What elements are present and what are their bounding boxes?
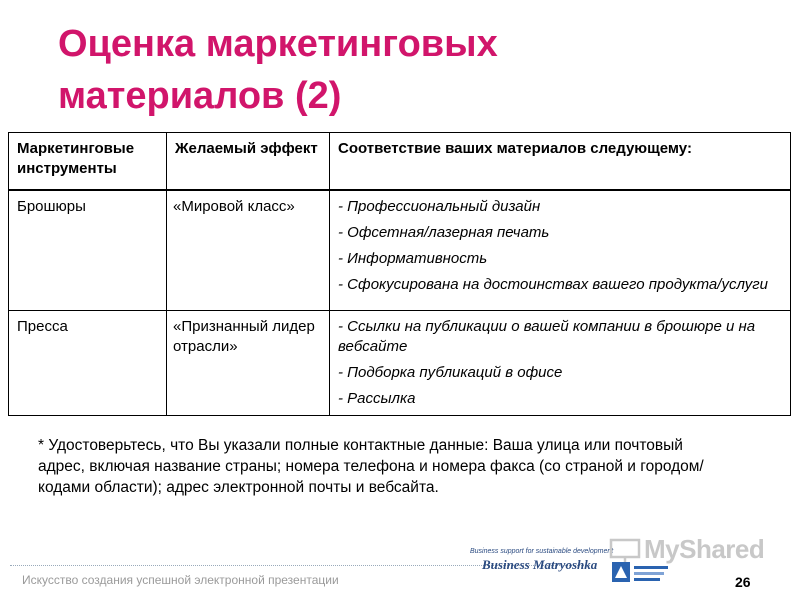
table-row	[9, 190, 791, 310]
list-item: - Ссылки на публикации о вашей компании в брошюре и на вебсайте	[338, 317, 756, 355]
business-matryoshka-logo	[470, 548, 614, 584]
tool-cell: Пресса	[9, 310, 167, 415]
baltic-sea-region-logo	[612, 558, 672, 584]
list-item: - Сфокусирована на достоинствах вашего продукта/услуги	[338, 276, 768, 293]
slide-title	[58, 18, 758, 122]
list-item: - Рассылка	[338, 389, 416, 407]
myshared-watermark: MyShared	[644, 534, 765, 564]
evaluation-table	[8, 132, 791, 416]
items-cell	[330, 190, 791, 310]
effect-cell: «Мировой класс»	[167, 190, 330, 310]
list-item: - Профессиональный дизайн	[338, 198, 541, 215]
table-header-row	[9, 133, 791, 191]
header-tools: Маркетинговые инструменты	[9, 133, 167, 191]
list-item: - Офсетная/лазерная печать	[338, 224, 550, 241]
title-line-2: материалов (2)	[58, 75, 342, 117]
logo-name: Business Matryoshka	[482, 557, 598, 572]
list-item: - Подборка публикаций в офисе	[338, 363, 563, 381]
tool-cell: Брошюры	[9, 190, 167, 310]
title-line-1: Оценка маркетинговых	[58, 23, 498, 65]
list-item: - Информативность	[338, 250, 488, 267]
header-compliance: Соответствие ваших материалов следующему:	[330, 133, 791, 191]
contact-note: * Удостоверьтесь, что Вы указали полные контактные данные: Ваша улица или почтовый адрес, включая название страны; номера телефона и номера факса (со страной и городом/кодами области); адрес электронной почты и вебсайта.	[38, 437, 704, 496]
effect-cell: «Признанный лидер отрасли»	[167, 310, 330, 415]
items-cell	[330, 310, 791, 415]
footer-text: Искусство создания успешной электронной презентации	[22, 573, 339, 587]
table-row	[9, 310, 791, 415]
header-effect: Желаемый эффект	[167, 133, 330, 191]
page-number: 26	[735, 574, 751, 590]
logo-tagline: Business support for sustainable development	[470, 548, 614, 555]
